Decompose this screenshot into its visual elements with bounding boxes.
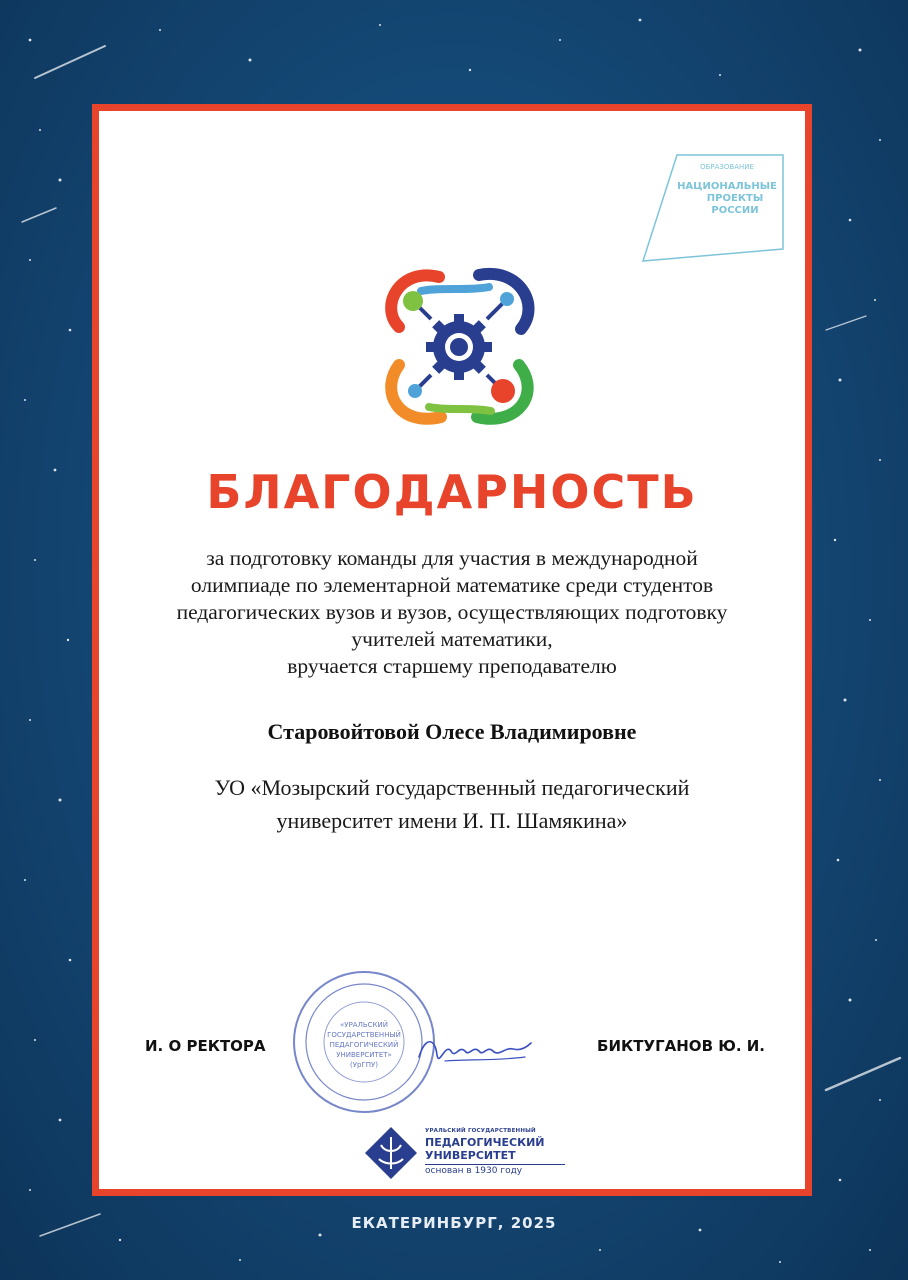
- body-line: за подготовку команды для участия в международной: [206, 546, 698, 570]
- university-logo-line: УНИВЕРСИТЕТ: [425, 1148, 516, 1162]
- national-projects-logo: [637, 149, 787, 269]
- university-emblem-icon: [361, 1123, 421, 1183]
- stamp-line: (УрГПУ): [350, 1061, 378, 1069]
- university-founded: основан в 1930 году: [425, 1164, 565, 1176]
- university-logo-small: УРАЛЬСКИЙ ГОСУДАРСТВЕННЫЙ: [425, 1128, 536, 1134]
- certificate-card: [92, 104, 812, 1196]
- university-logo: [361, 1123, 561, 1183]
- body-line: учителей математики,: [351, 627, 553, 651]
- certificate-body: [119, 545, 785, 680]
- organization: [119, 771, 785, 837]
- organization-line: университет имени И. П. Шамякина»: [276, 808, 628, 833]
- stamp-line: ПЕДАГОГИЧЕСКИЙ: [329, 1041, 399, 1049]
- recipient-name: Старовойтовой Олесе Владимировне: [267, 719, 637, 744]
- body-line: олимпиаде по элементарной математике среди студентов: [190, 573, 714, 597]
- body-line: вручается старшему преподавателю: [287, 654, 617, 678]
- university-logo-line: ПЕДАГОГИЧЕСКИЙ: [425, 1135, 545, 1149]
- organization-line: УО «Мозырский государственный педагогический: [214, 775, 690, 800]
- stamp-line: УНИВЕРСИТЕТ»: [336, 1051, 392, 1059]
- np-logo-top: ОБРАЗОВАНИЕ: [700, 163, 754, 171]
- np-logo-line: НАЦИОНАЛЬНЫЕ: [677, 181, 777, 192]
- signatory-name: БИКТУГАНОВ Ю. И.: [597, 1037, 765, 1055]
- certificate-title: БЛАГОДАРНОСТЬ: [206, 465, 698, 519]
- np-logo-line: РОССИИ: [711, 205, 759, 216]
- body-line: педагогических вузов и вузов, осуществляющих подготовку: [176, 600, 728, 624]
- stamp-line: «УРАЛЬСКИЙ: [340, 1021, 388, 1029]
- footer-city-year: ЕКАТЕРИНБУРГ, 2025: [351, 1214, 557, 1232]
- olympiad-emblem: [369, 257, 549, 437]
- handwritten-signature: [415, 1017, 535, 1077]
- stamp-line: ГОСУДАРСТВЕННЫЙ: [327, 1031, 401, 1039]
- np-logo-line: ПРОЕКТЫ: [706, 193, 764, 204]
- signatory-position: И. О РЕКТОРА: [145, 1037, 266, 1055]
